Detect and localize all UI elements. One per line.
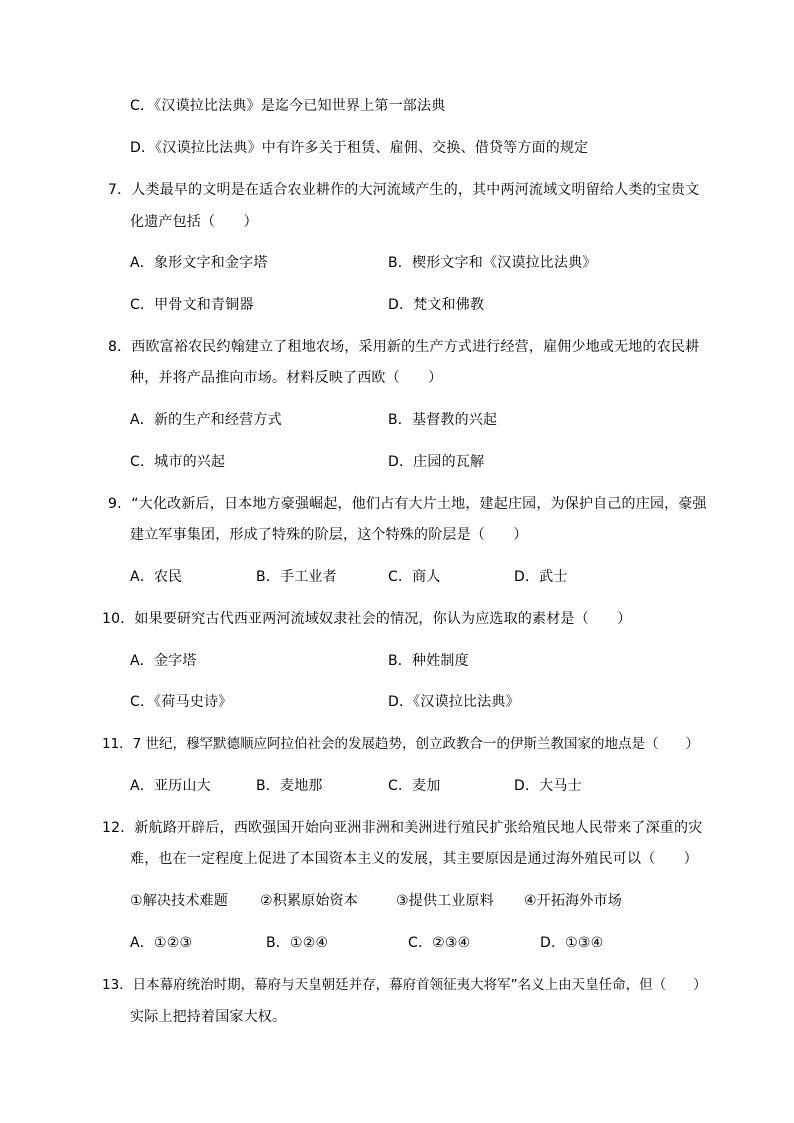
q7-stem-line1: 7．人类最早的文明是在适合农业耕作的大河流域产生的，其中两河流域文明留给人类的宝贵文: [108, 182, 700, 198]
q12-option-b: B．①②④: [266, 935, 329, 951]
q12-item-3: ③提供工业原料: [396, 893, 494, 909]
q11-option-c: C．麦加: [388, 778, 441, 794]
q10-stem: 10．如果要研究古代西亚两河流域奴隶社会的情况，你认为应选取的素材是（ ）: [102, 611, 632, 627]
q9-option-d: D．武士: [514, 569, 568, 585]
q12-option-a: A．①②③: [130, 935, 193, 951]
q12-stem-line1: 12．新航路开辟后，西欧强国开始向亚洲非洲和美洲进行殖民扩张给殖民地人民带来了深重的灾: [102, 820, 703, 836]
q13-stem-line2: 实际上把持着国家大权。: [130, 1009, 287, 1025]
q12-option-c: C．②③④: [408, 935, 471, 951]
q6-option-d: D．《汉谟拉比法典》中有许多关于租赁、雇佣、交换、借贷等方面的规定: [130, 140, 589, 156]
q11-option-b: B．麦地那: [256, 778, 323, 794]
q7-stem-line2: 化遗产包括（ ）: [130, 214, 258, 230]
q7-option-d: D．梵文和佛教: [388, 297, 485, 313]
q12-option-d: D．①③④: [540, 935, 604, 951]
q9-option-b: B．手工业者: [256, 569, 337, 585]
q10-option-d: D．《汉谟拉比法典》: [388, 694, 520, 710]
q10-option-c: C．《荷马史诗》: [130, 694, 233, 710]
q9-stem-line1: 9．“大化改新后，日本地方豪强崛起，他们占有大片土地，建起庄园，为保护自己的庄园，豪强: [108, 496, 707, 512]
q12-item-1: ①解决技术难题: [130, 893, 228, 909]
q8-stem-line1: 8．西欧富裕农民约翰建立了租地农场，采用新的生产方式进行经营，雇佣少地或无地的农民耕: [108, 339, 700, 355]
q13-stem-line1: 13．日本幕府统治时期，幕府与天皇朝廷并存，幕府首领征夷大将军”名义上由天皇任命，但（ ）: [102, 977, 707, 993]
q12-item-4: ④开拓海外市场: [524, 893, 622, 909]
q8-option-d: D．庄园的瓦解: [388, 454, 485, 470]
q8-option-b: B．基督教的兴起: [388, 412, 498, 428]
q10-option-b: B．种姓制度: [388, 653, 469, 669]
q7-option-a: A．象形文字和金字塔: [130, 255, 268, 271]
q6-option-c: C．《汉谟拉比法典》是迄今已知世界上第一部法典: [130, 98, 446, 114]
q11-option-a: A．亚历山大: [130, 778, 211, 794]
q7-option-c: C．甲骨文和青铜器: [130, 297, 254, 313]
q12-item-2: ②积累原始资本: [260, 893, 358, 909]
q8-option-a: A．新的生产和经营方式: [130, 412, 282, 428]
q9-stem-line2: 建立军事集团，形成了特殊的阶层，这个特殊的阶层是（ ）: [130, 527, 528, 543]
q8-stem-line2: 种，并将产品推向市场。材料反映了西欧（ ）: [130, 370, 443, 386]
q8-option-c: C．城市的兴起: [130, 454, 226, 470]
q11-option-d: D．大马士: [514, 778, 582, 794]
q7-option-b: B．楔形文字和《汉谟拉比法典》: [388, 255, 597, 271]
q9-option-a: A．农民: [130, 569, 183, 585]
q9-option-c: C．商人: [388, 569, 441, 585]
q11-stem: 11．7 世纪，穆罕默德顺应阿拉伯社会的发展趋势，创立政教合一的伊斯兰教国家的地点是（ ）: [102, 736, 700, 752]
q10-option-a: A．金字塔: [130, 653, 197, 669]
q12-stem-line2: 难，也在一定程度上促进了本国资本主义的发展，其主要原因是通过海外殖民可以（ ）: [130, 851, 698, 867]
